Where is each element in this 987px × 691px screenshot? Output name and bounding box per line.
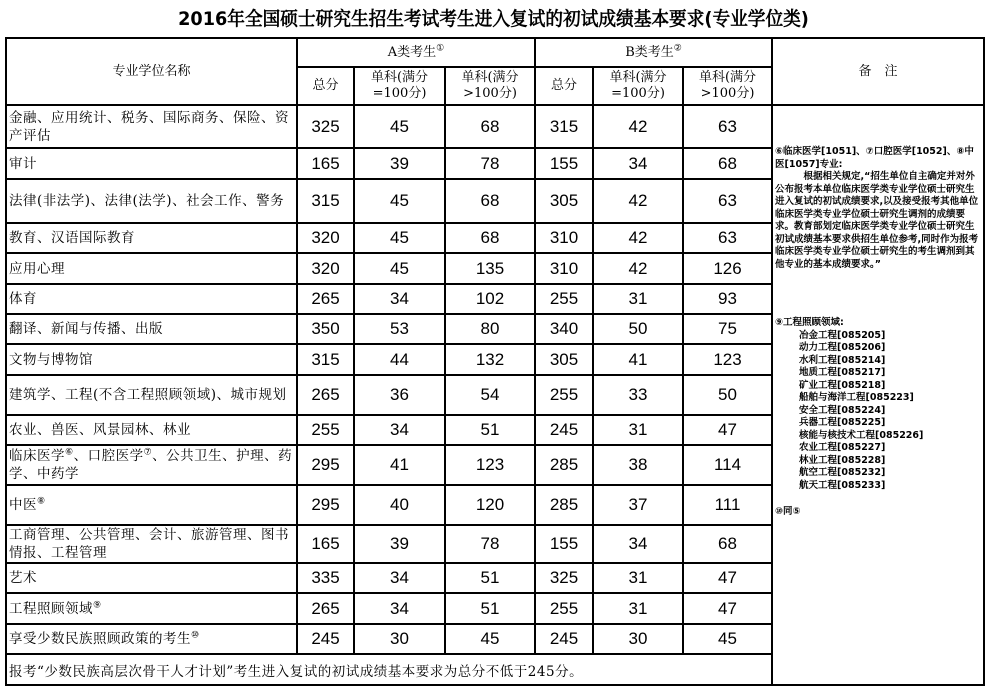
b-total: 255 <box>535 284 593 314</box>
a-total: 165 <box>297 148 354 179</box>
degree-name: 审计 <box>6 148 297 179</box>
a-single-gt100: 123 <box>445 445 535 485</box>
engineering-item: 农业工程[085227] <box>799 442 886 453</box>
medical-remark-text: 根据相关规定,“招生单位自主确定并对外公布报考本单位临床医学类专业学位硕士研究生进入复试的初试成绩要求,以及接受报考其他单位临床医学类专业学位硕士研究生调剂的成绩要求。教育部划定临床医学类专业学位硕士研究生初试成绩基本要求供招生单位参考,同时作为报考临床医学类专业学位硕士研究生的考生调剂到其他专业的基本成绩要求。” <box>775 171 979 270</box>
b-total: 255 <box>535 593 593 624</box>
a-single-gt100: 102 <box>445 284 535 314</box>
engineering-item: 核能与核技术工程[085226] <box>799 429 924 441</box>
a-total: 295 <box>297 445 354 485</box>
a-total: 295 <box>297 485 354 525</box>
b-single-eq100: 34 <box>593 525 683 563</box>
degree-name: 农业、兽医、风景园林、林业 <box>6 415 297 445</box>
header-a-single-gt100 <box>445 67 535 105</box>
header-b-single-gt100 <box>683 67 772 105</box>
b-single-gt100: 47 <box>683 415 772 445</box>
engineering-item: 矿业工程[085218] <box>799 379 886 391</box>
engineering-item: 航天工程[085233] <box>799 479 886 491</box>
a-total: 315 <box>297 179 354 223</box>
b-single-gt100: 111 <box>683 485 772 525</box>
group-a-label: A类考生 <box>387 44 437 60</box>
footnote-marker: ⑩ <box>191 630 200 641</box>
a-single-eq100: 44 <box>354 344 445 375</box>
a-single-gt100: 132 <box>445 344 535 375</box>
b-total: 325 <box>535 563 593 593</box>
engineering-item: 兵器工程[085225] <box>799 417 886 428</box>
degree-name <box>6 485 297 525</box>
engineering-remark-heading: ⑨工程照顾领域: <box>775 317 844 328</box>
degree-name: 艺术 <box>6 563 297 593</box>
a-single-gt100: 135 <box>445 253 535 284</box>
a-single-gt100: 45 <box>445 624 535 654</box>
degree-name: 翻译、新闻与传播、出版 <box>6 314 297 344</box>
name-part: 临床医学 <box>9 448 65 464</box>
engineering-item: 水利工程[085214] <box>799 354 886 366</box>
a-total: 245 <box>297 624 354 654</box>
a-total: 315 <box>297 344 354 375</box>
name-part: 、口腔医学 <box>73 448 144 464</box>
b-single-eq100: 30 <box>593 624 683 654</box>
b-total: 285 <box>535 485 593 525</box>
b-total: 155 <box>535 148 593 179</box>
a-single-gt100: 80 <box>445 314 535 344</box>
a-total: 320 <box>297 253 354 284</box>
b-single-eq100: 33 <box>593 375 683 415</box>
b-single-gt100: 50 <box>683 375 772 415</box>
b-single-gt100: 47 <box>683 563 772 593</box>
engineering-item: 冶金工程[085205] <box>799 329 886 341</box>
header-b-single-eq100 <box>593 67 683 105</box>
b-single-eq100: 41 <box>593 344 683 375</box>
footnote-marker: ⑥ <box>65 447 74 458</box>
minority-remark: ⑩同⑤ <box>775 506 801 517</box>
degree-name: 应用心理 <box>6 253 297 284</box>
a-single-eq100: 39 <box>354 148 445 179</box>
b-single-gt100: 93 <box>683 284 772 314</box>
header-b-total: 总分 <box>535 67 593 105</box>
b-single-gt100: 63 <box>683 179 772 223</box>
degree-name: 法律(非法学)、法律(法学)、社会工作、警务 <box>6 179 297 223</box>
name-part: 工程照顾领域 <box>9 600 93 617</box>
b-single-gt100: 123 <box>683 344 772 375</box>
header-line: 单科(满分 <box>461 70 519 85</box>
b-single-eq100: 50 <box>593 314 683 344</box>
b-single-gt100: 75 <box>683 314 772 344</box>
a-single-eq100: 40 <box>354 485 445 525</box>
remarks-cell <box>772 105 984 685</box>
header-degree-name: 专业学位名称 <box>6 38 297 105</box>
a-single-gt100: 51 <box>445 415 535 445</box>
a-total: 350 <box>297 314 354 344</box>
a-single-gt100: 78 <box>445 148 535 179</box>
a-total: 165 <box>297 525 354 563</box>
a-single-eq100: 34 <box>354 563 445 593</box>
a-total: 265 <box>297 284 354 314</box>
b-total: 305 <box>535 179 593 223</box>
degree-name: 体育 <box>6 284 297 314</box>
header-line: =100分) <box>372 86 427 101</box>
engineering-item: 林业工程[085228] <box>799 454 886 466</box>
footnote-marker: ⑧ <box>37 496 46 507</box>
group-b-label: B类考生 <box>625 44 674 60</box>
footnote-marker: ⑨ <box>93 600 102 610</box>
b-single-gt100: 63 <box>683 105 772 148</box>
b-single-eq100: 42 <box>593 105 683 148</box>
a-single-eq100: 45 <box>354 253 445 284</box>
degree-name <box>6 445 297 485</box>
b-total: 305 <box>535 344 593 375</box>
a-single-gt100: 78 <box>445 525 535 563</box>
a-single-eq100: 45 <box>354 223 445 253</box>
b-single-gt100: 63 <box>683 223 772 253</box>
degree-name: 工商管理、公共管理、会计、旅游管理、图书情报、工程管理 <box>6 525 297 563</box>
header-line: 单科(满分 <box>609 70 667 85</box>
a-single-eq100: 34 <box>354 593 445 624</box>
b-single-eq100: 31 <box>593 593 683 624</box>
a-total: 320 <box>297 223 354 253</box>
group-b-footnote: ② <box>673 43 682 54</box>
a-total: 265 <box>297 375 354 415</box>
b-total: 285 <box>535 445 593 485</box>
b-total: 245 <box>535 624 593 654</box>
footer-note: 报考“少数民族高层次骨干人才计划”考生进入复试的初试成绩基本要求为总分不低于245分。 <box>6 654 772 685</box>
engineering-item: 地质工程[085217] <box>799 367 886 378</box>
header-group-b <box>535 38 772 67</box>
b-total: 155 <box>535 525 593 563</box>
a-single-gt100: 68 <box>445 105 535 148</box>
header-group-a <box>297 38 535 67</box>
b-single-gt100: 114 <box>683 445 772 485</box>
b-single-eq100: 42 <box>593 179 683 223</box>
b-total: 340 <box>535 314 593 344</box>
b-single-gt100: 45 <box>683 624 772 654</box>
degree-name: 建筑学、工程(不含工程照顾领域)、城市规划 <box>6 375 297 415</box>
b-single-gt100: 126 <box>683 253 772 284</box>
b-single-eq100: 38 <box>593 445 683 485</box>
b-total: 315 <box>535 105 593 148</box>
a-single-gt100: 54 <box>445 375 535 415</box>
b-total: 310 <box>535 253 593 284</box>
a-total: 255 <box>297 415 354 445</box>
a-total: 265 <box>297 593 354 624</box>
engineering-item: 安全工程[085224] <box>799 404 886 416</box>
name-part: 中医 <box>9 497 37 513</box>
header-a-single-eq100 <box>354 67 445 105</box>
engineering-item: 船舶与海洋工程[085223] <box>799 392 914 403</box>
a-single-gt100: 51 <box>445 563 535 593</box>
b-single-eq100: 31 <box>593 284 683 314</box>
degree-name <box>6 624 297 654</box>
b-total: 310 <box>535 223 593 253</box>
a-single-eq100: 45 <box>354 179 445 223</box>
header-line: 单科(满分 <box>698 70 757 85</box>
a-single-eq100: 34 <box>354 415 445 445</box>
page-title: 2016年全国硕士研究生招生考试考生进入复试的初试成绩基本要求(专业学位类) <box>178 8 809 30</box>
header-line: =100分) <box>611 86 665 101</box>
group-a-footnote: ① <box>436 43 445 54</box>
a-single-eq100: 39 <box>354 525 445 563</box>
score-requirements-table <box>5 37 985 686</box>
b-single-gt100: 47 <box>683 593 772 624</box>
header-line: >100分) <box>463 86 517 101</box>
a-single-gt100: 68 <box>445 179 535 223</box>
name-part: 享受少数民族照顾政策的考生 <box>9 631 191 647</box>
header-line: >100分) <box>700 86 755 101</box>
header-line: 单科(满分 <box>370 70 429 85</box>
b-single-eq100: 42 <box>593 253 683 284</box>
a-single-eq100: 34 <box>354 284 445 314</box>
header-remarks: 备 注 <box>772 38 984 105</box>
b-single-gt100: 68 <box>683 525 772 563</box>
a-total: 335 <box>297 563 354 593</box>
degree-name: 教育、汉语国际教育 <box>6 223 297 253</box>
b-single-eq100: 31 <box>593 563 683 593</box>
table-row <box>6 105 984 148</box>
a-single-eq100: 30 <box>354 624 445 654</box>
b-single-eq100: 34 <box>593 148 683 179</box>
name-part: 、公共卫生、护理、药学、中药学 <box>9 448 293 482</box>
footnote-marker: ⑦ <box>143 447 153 458</box>
a-single-eq100: 36 <box>354 375 445 415</box>
medical-remark-heading: ⑥临床医学[1051]、⑦口腔医学[1052]、⑧中医[1057]专业: <box>775 146 974 170</box>
engineering-item: 航空工程[085232] <box>799 467 886 478</box>
b-single-eq100: 37 <box>593 485 683 525</box>
degree-name <box>6 593 297 624</box>
a-single-gt100: 51 <box>445 593 535 624</box>
b-single-eq100: 42 <box>593 223 683 253</box>
a-single-gt100: 68 <box>445 223 535 253</box>
b-total: 255 <box>535 375 593 415</box>
a-total: 325 <box>297 105 354 148</box>
engineering-item: 动力工程[085206] <box>799 342 886 353</box>
degree-name: 金融、应用统计、税务、国际商务、保险、资产评估 <box>6 105 297 148</box>
degree-name: 文物与博物馆 <box>6 344 297 375</box>
b-total: 245 <box>535 415 593 445</box>
header-a-total: 总分 <box>297 67 354 105</box>
b-single-gt100: 68 <box>683 148 772 179</box>
a-single-eq100: 45 <box>354 105 445 148</box>
b-single-eq100: 31 <box>593 415 683 445</box>
a-single-eq100: 41 <box>354 445 445 485</box>
a-single-eq100: 53 <box>354 314 445 344</box>
a-single-gt100: 120 <box>445 485 535 525</box>
